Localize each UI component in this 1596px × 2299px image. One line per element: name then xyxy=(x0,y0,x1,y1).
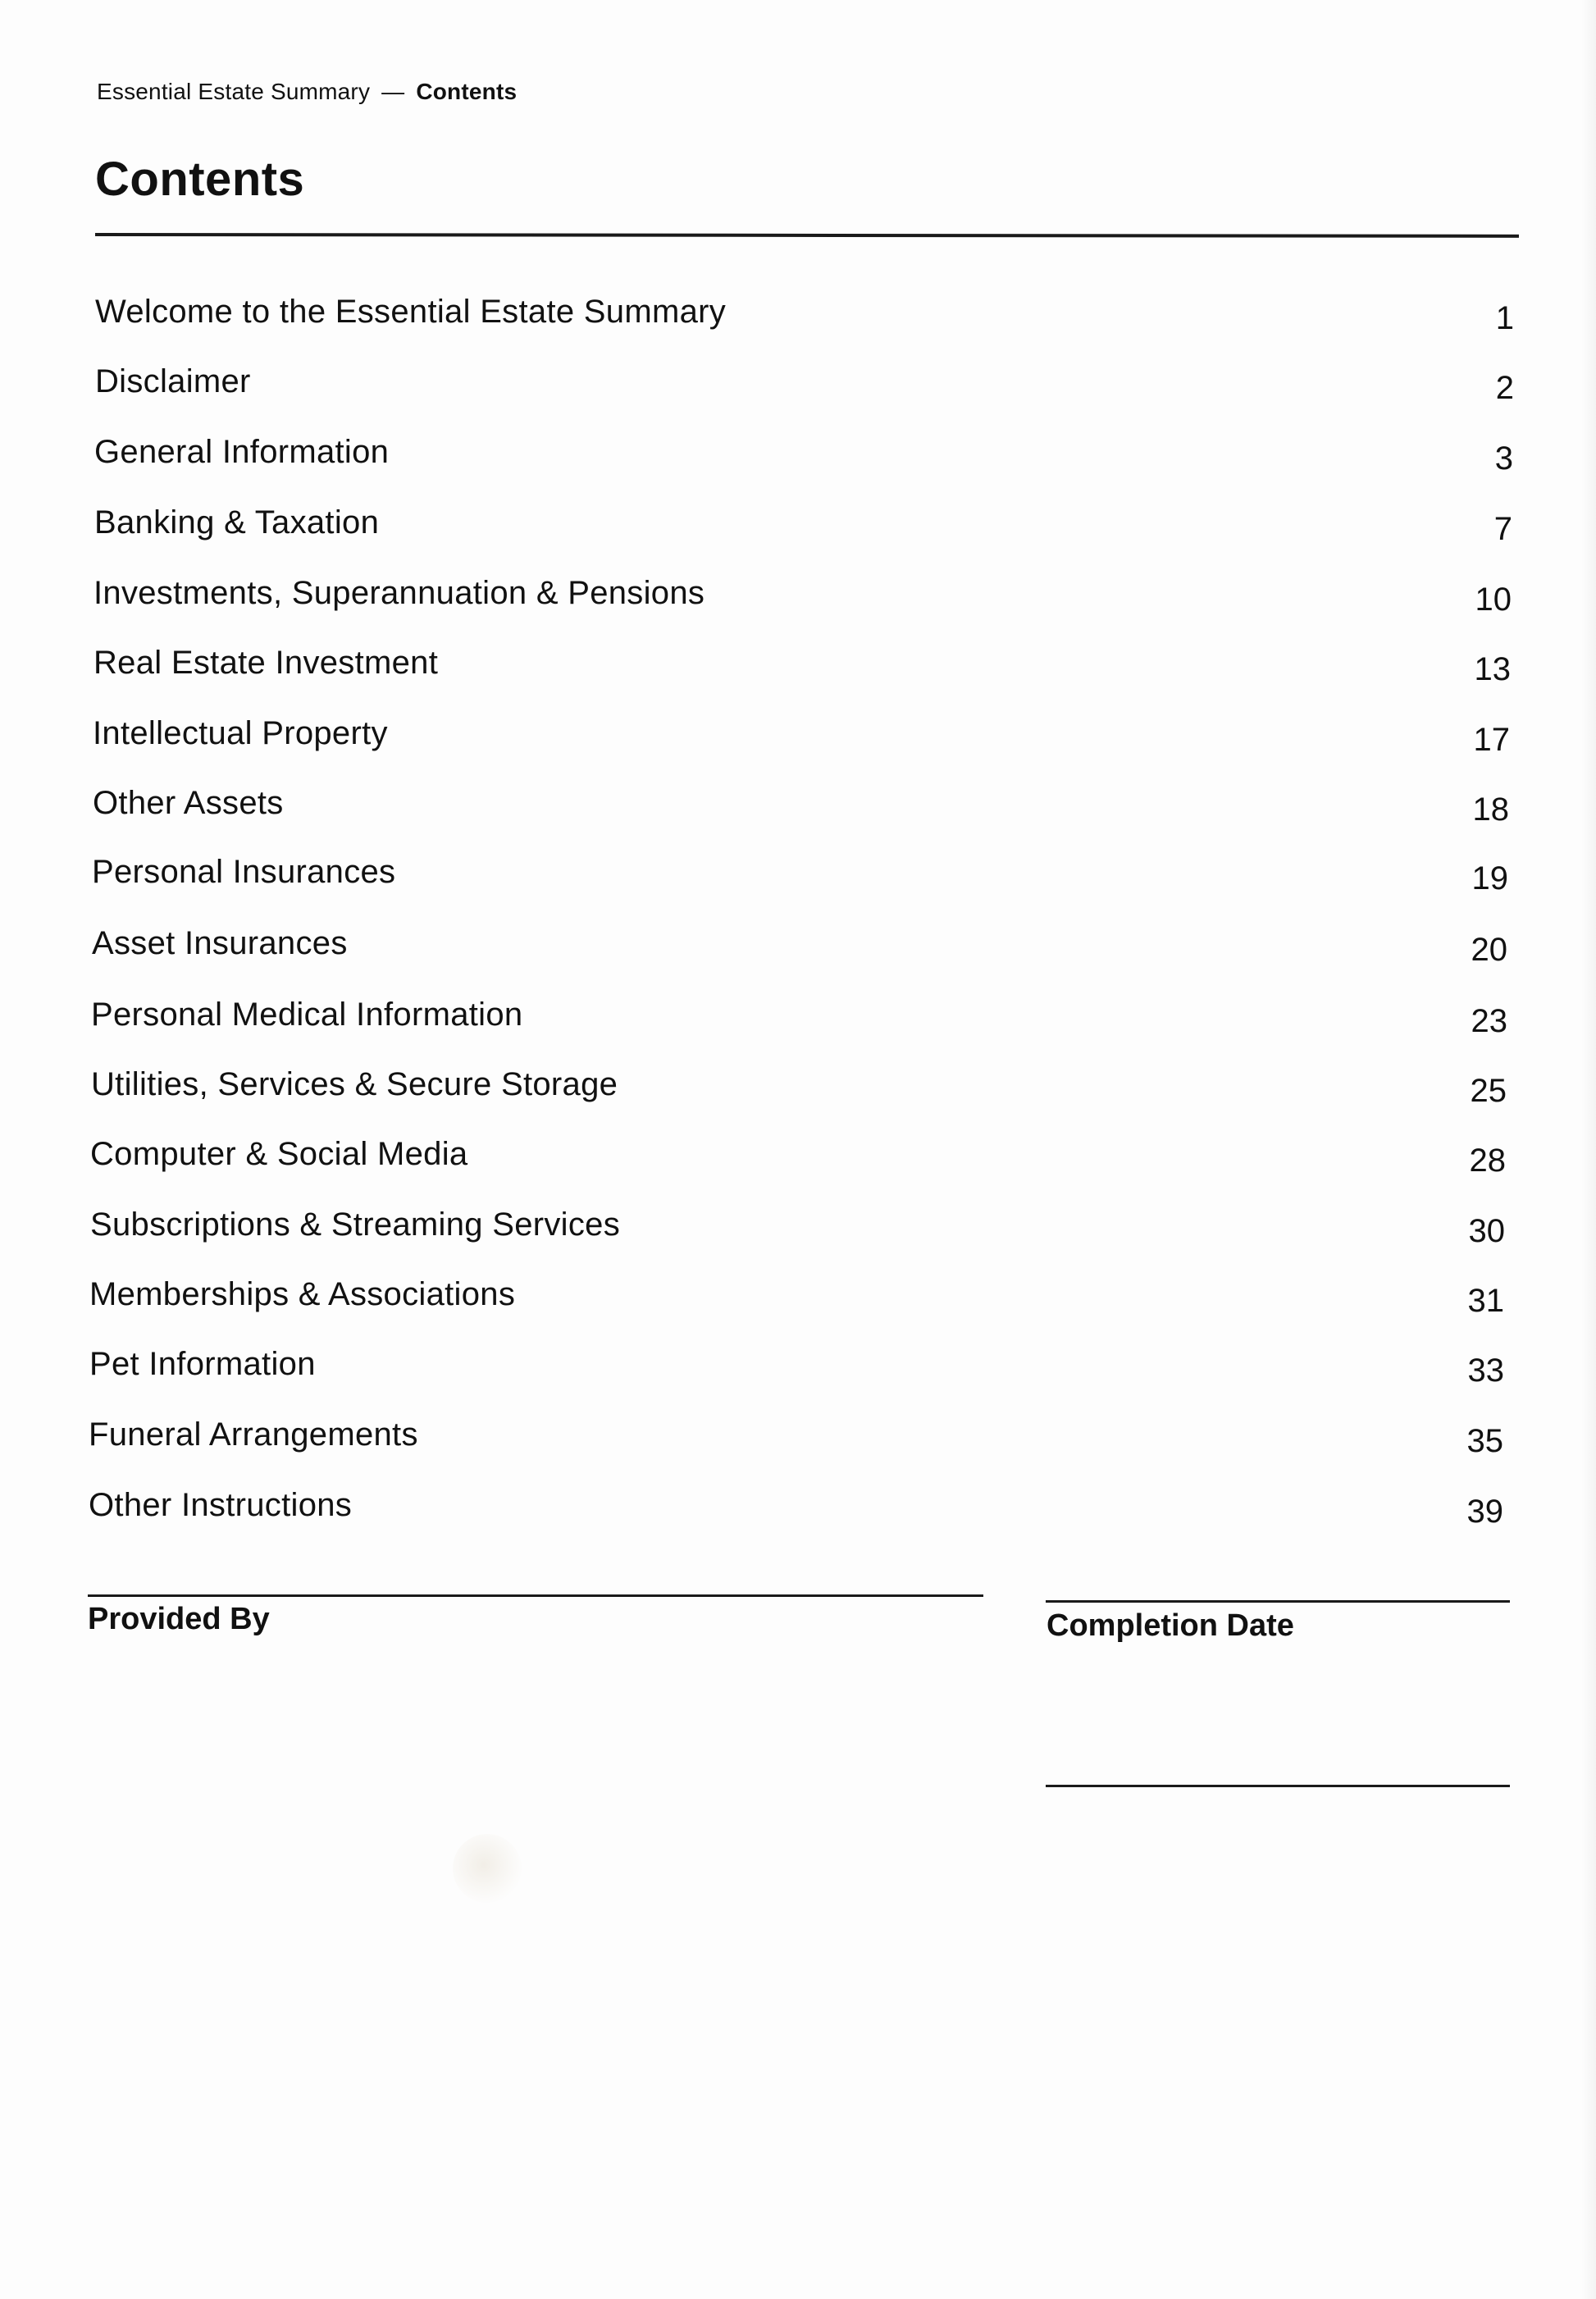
toc-entry-title: Memberships & Associations xyxy=(89,1276,516,1312)
provided-by-label: Provided By xyxy=(88,1602,270,1636)
toc-entry-title: Other Assets xyxy=(93,785,284,821)
toc-entry-page: 35 xyxy=(1466,1423,1503,1459)
toc-entry-title: Welcome to the Essential Estate Summary xyxy=(95,294,727,330)
toc-entry-page: 20 xyxy=(1471,932,1507,968)
toc-entry-title: Utilities, Services & Secure Storage xyxy=(91,1066,618,1102)
header-doc-name: Essential Estate Summary xyxy=(97,79,371,104)
toc-entry-other-instructions[interactable] xyxy=(0,1487,1596,1536)
toc-entry-personal-insurances[interactable] xyxy=(0,854,1596,903)
completion-date-label: Completion Date xyxy=(1047,1608,1294,1643)
toc-entry-other-assets[interactable] xyxy=(0,785,1596,834)
toc-entry-title: General Information xyxy=(94,434,390,470)
toc-entry-memberships[interactable] xyxy=(0,1276,1596,1325)
toc-entry-computer-social-media[interactable] xyxy=(0,1136,1596,1185)
toc-entry-title: Intellectual Property xyxy=(93,715,388,751)
toc-entry-page: 19 xyxy=(1471,860,1508,896)
toc-entry-page: 25 xyxy=(1470,1073,1507,1109)
toc-entry-title: Other Instructions xyxy=(89,1487,353,1523)
toc-entry-title: Real Estate Investment xyxy=(93,645,439,681)
toc-entry-page: 23 xyxy=(1471,1003,1507,1039)
toc-entry-page: 18 xyxy=(1472,791,1509,828)
toc-entry-real-estate[interactable] xyxy=(0,645,1596,694)
toc-entry-title: Computer & Social Media xyxy=(90,1136,468,1172)
completion-date-top-line xyxy=(1046,1600,1510,1603)
toc-entry-title: Investments, Superannuation & Pensions xyxy=(93,575,705,611)
paper-smudge xyxy=(453,1834,522,1903)
toc-entry-title: Personal Medical Information xyxy=(91,997,523,1033)
toc-entry-page: 28 xyxy=(1469,1143,1506,1179)
toc-entry-page: 33 xyxy=(1467,1352,1504,1389)
toc-entry-page: 1 xyxy=(1495,300,1514,336)
toc-entry-title: Disclaimer xyxy=(95,363,251,399)
toc-entry-disclaimer[interactable] xyxy=(0,363,1596,413)
toc-entry-page: 7 xyxy=(1493,511,1512,547)
toc-entry-page: 39 xyxy=(1466,1494,1503,1530)
toc-entry-welcome[interactable] xyxy=(0,294,1596,343)
toc-entry-general-information[interactable] xyxy=(0,434,1596,483)
toc-entry-subscriptions[interactable] xyxy=(0,1207,1596,1256)
toc-entry-page: 30 xyxy=(1468,1213,1505,1249)
toc-entry-title: Funeral Arrangements xyxy=(89,1416,418,1453)
page-title: Contents xyxy=(95,153,305,206)
toc-entry-title: Pet Information xyxy=(89,1346,316,1382)
toc-entry-title: Banking & Taxation xyxy=(94,504,380,541)
toc-entry-page: 13 xyxy=(1474,651,1511,687)
toc-entry-title: Asset Insurances xyxy=(92,925,348,961)
completion-date-line[interactable] xyxy=(1046,1785,1510,1787)
toc-entry-page: 3 xyxy=(1494,440,1513,477)
provided-by-line[interactable] xyxy=(88,1594,983,1597)
toc-entry-medical-information[interactable] xyxy=(0,997,1596,1046)
toc-entry-asset-insurances[interactable] xyxy=(0,925,1596,974)
toc-entry-page: 31 xyxy=(1467,1283,1504,1319)
header-separator: — xyxy=(381,79,405,104)
header-section: Contents xyxy=(416,79,518,104)
toc-entry-intellectual-property[interactable] xyxy=(0,715,1596,764)
toc-entry-page: 17 xyxy=(1473,722,1510,758)
toc-entry-investments[interactable] xyxy=(0,575,1596,624)
toc-entry-funeral-arrangements[interactable] xyxy=(0,1416,1596,1466)
toc-entry-pet-information[interactable] xyxy=(0,1346,1596,1395)
toc-entry-utilities-services[interactable] xyxy=(0,1066,1596,1115)
toc-entry-page: 2 xyxy=(1495,370,1514,406)
toc-entry-title: Personal Insurances xyxy=(92,854,396,890)
toc-entry-title: Subscriptions & Streaming Services xyxy=(90,1207,621,1243)
toc-entry-page: 10 xyxy=(1475,582,1512,618)
toc-entry-banking-taxation[interactable] xyxy=(0,504,1596,554)
